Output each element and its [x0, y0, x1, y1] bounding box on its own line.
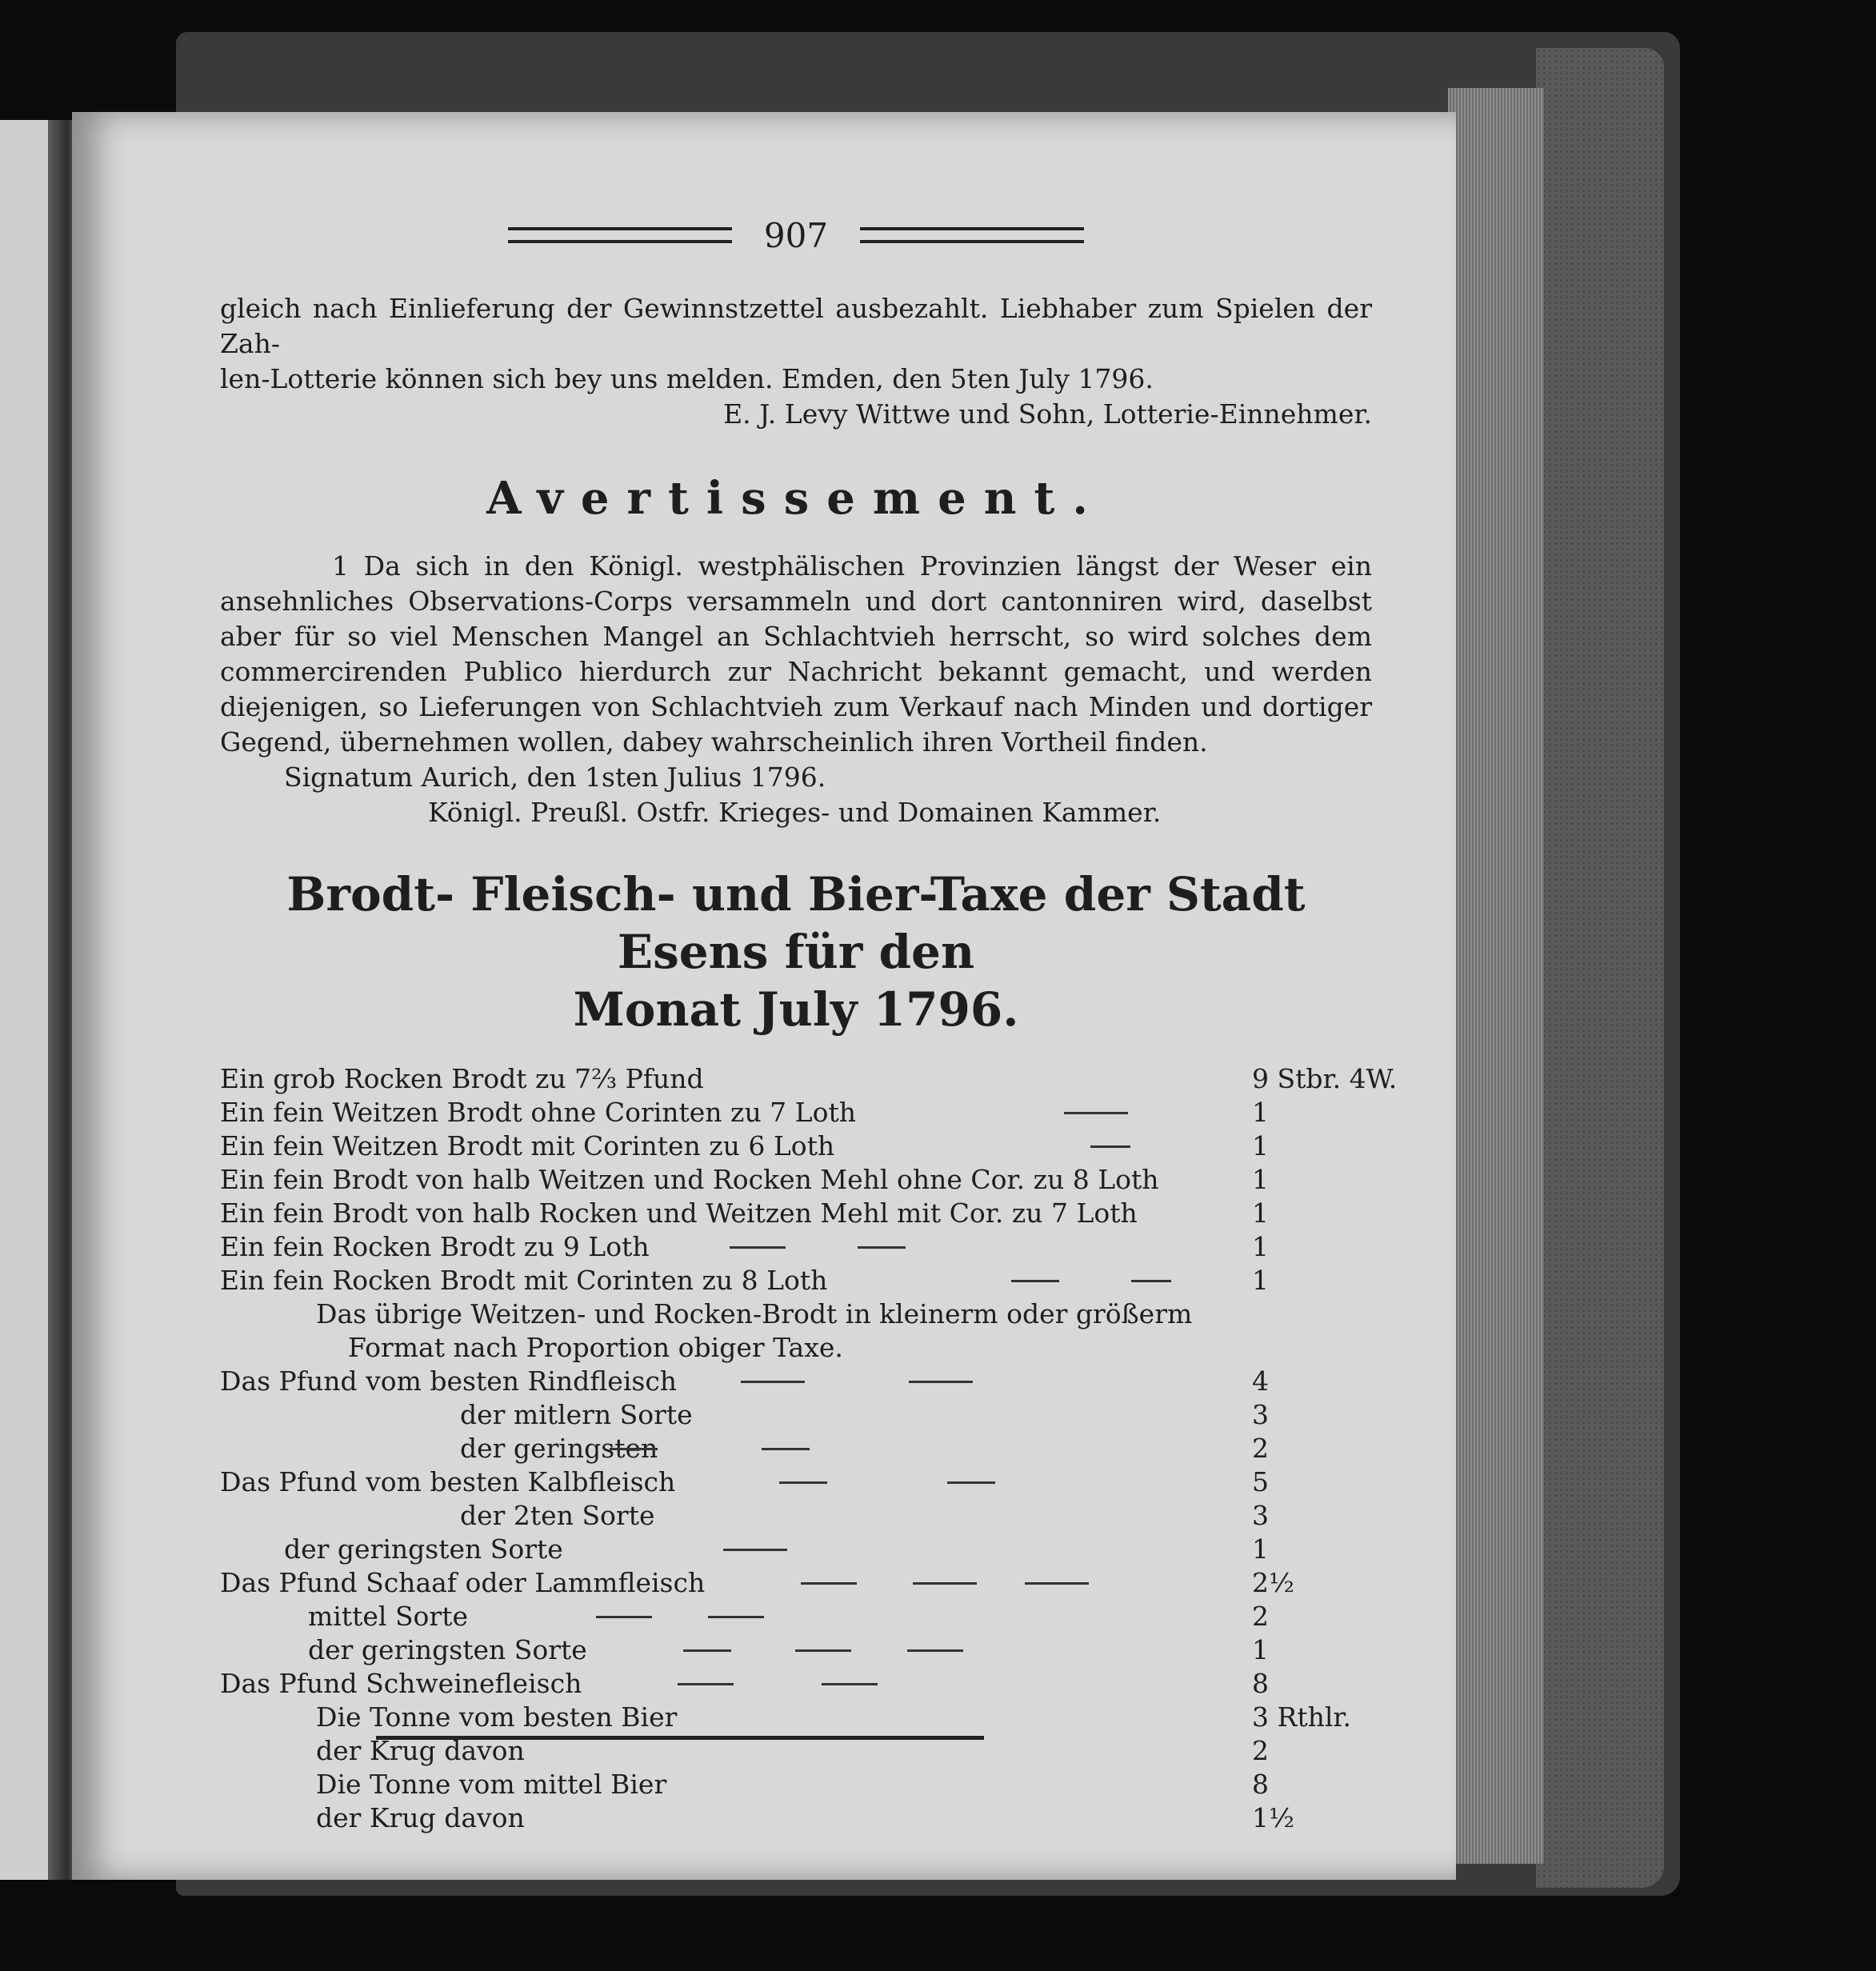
- tariff-row: [220, 1062, 1398, 1096]
- tariff-item-price: 5: [1252, 1466, 1269, 1497]
- tariff-item-label: Ein fein Brodt von halb Weitzen und Rocken Mehl ohne Cor. zu 8 Loth: [220, 1164, 1159, 1195]
- tariff-row: [220, 1331, 1372, 1365]
- tariff-item-label: der Krug davon: [316, 1735, 525, 1766]
- leader-dash: [678, 1683, 734, 1685]
- page-stack-edges: [1448, 88, 1544, 1864]
- tariff-item-price: 8: [1252, 1769, 1269, 1800]
- tariff-leader-dashes: [677, 1374, 1252, 1390]
- avertissement-body: 1 Da sich in den Königl. westphälischen Provinzien längst der Weser ein ansehnliches Observations-Corps versammeln und dort cantonniren wird, daselbst aber für so viel Menschen Mangel an Schlachtvieh herrscht, so wird solches dem commercirenden Publico hierdurch zur Nachricht bekannt gemacht, und werden diejenigen, so Lieferungen von Schlachtvieh zum Verkauf nach Minden und dortiger Gegend, übernehmen wollen, dabey wahrscheinlich ihren Vortheil finden.: [220, 550, 1372, 758]
- tariff-row: [220, 1398, 1372, 1432]
- page-number: 907: [763, 215, 829, 255]
- tariff-item-price: 1½: [1252, 1802, 1294, 1833]
- tariff-row: [220, 1768, 1372, 1801]
- tariff-row: [220, 1432, 1372, 1465]
- leader-dash: [683, 1649, 731, 1652]
- tariff-leader-dashes: [1138, 1206, 1252, 1222]
- tariff-item-price: 1: [1252, 1197, 1269, 1229]
- tariff-row: [220, 1365, 1372, 1398]
- tariff-item-price: 3: [1252, 1500, 1269, 1531]
- tariff-item-label: Das Pfund Schaaf oder Lammfleisch: [220, 1567, 706, 1598]
- running-head: [220, 211, 1372, 259]
- leader-dash: [801, 1582, 857, 1585]
- tariff-item-price: 1: [1252, 1097, 1269, 1128]
- tariff-item-label: Ein fein Weitzen Brodt mit Corinten zu 6 Loth: [220, 1130, 835, 1161]
- continuation-text: [220, 291, 1372, 397]
- leader-dash: [947, 1481, 995, 1484]
- tariff-leader-dashes: [827, 1273, 1252, 1289]
- tariff-row: [220, 1499, 1372, 1533]
- tariff-item-label: Ein fein Rocken Brodt mit Corinten zu 8 Loth: [220, 1265, 828, 1296]
- page-content: [220, 211, 1398, 1835]
- tariff-item-price: 2: [1252, 1433, 1269, 1464]
- leader-dash: [1090, 1145, 1130, 1148]
- leader-dash: [723, 1549, 787, 1551]
- tariff-item-price: 1: [1252, 1164, 1269, 1195]
- tariff-leader-dashes: [582, 1677, 1252, 1693]
- book-cover-edge: [1536, 48, 1664, 1888]
- tariff-item-label: der 2ten Sorte: [460, 1500, 655, 1531]
- tariff-item-price: 1: [1252, 1634, 1269, 1665]
- tariff-item-price: 1: [1252, 1231, 1269, 1262]
- tariff-item-price: 4: [1252, 1365, 1269, 1397]
- tariff-title-line: Brodt- Fleisch- und Bier-Taxe der Stadt Esens für den: [286, 867, 1306, 979]
- leader-dash: [708, 1616, 764, 1618]
- tariff-leader-dashes: [834, 1139, 1252, 1155]
- leader-dash: [730, 1246, 786, 1249]
- tariff-row: [220, 1297, 1372, 1331]
- tariff-row: [220, 1566, 1372, 1600]
- tariff-leader-dashes: [655, 1509, 1253, 1525]
- leader-dash: [795, 1649, 851, 1652]
- tariff-item-label: der geringsten Sorte: [284, 1533, 563, 1565]
- leader-dash: [1064, 1112, 1128, 1114]
- tariff-leader-dashes: [525, 1811, 1252, 1827]
- leader-dash: [610, 1448, 658, 1450]
- leader-dash: [1131, 1280, 1171, 1282]
- tariff-row: [220, 1163, 1372, 1197]
- tariff-item-label: Ein fein Weitzen Brodt ohne Corinten zu 7 Loth: [220, 1097, 856, 1128]
- tariff-item-label: Die Tonne vom besten Bier: [316, 1701, 678, 1733]
- tariff-item-label: Das Pfund vom besten Rindfleisch: [220, 1365, 678, 1397]
- tariff-item-price: 1: [1252, 1265, 1269, 1296]
- leader-dash: [741, 1381, 805, 1383]
- tariff-item-price: 1: [1252, 1533, 1269, 1565]
- leader-dash: [913, 1582, 977, 1585]
- tariff-item-price: 8: [1252, 1668, 1269, 1699]
- tariff-item-price: 2½: [1252, 1567, 1294, 1598]
- tariff-row: [220, 1701, 1372, 1734]
- leader-dash: [762, 1448, 810, 1450]
- tariff-leader-dashes: [563, 1542, 1252, 1558]
- head-rule-left: [508, 227, 732, 243]
- avertissement-signatum: Signatum Aurich, den 1sten Julius 1796.: [284, 762, 826, 793]
- tariff-row: [220, 1667, 1372, 1701]
- tariff-item-price: 1: [1252, 1130, 1269, 1161]
- tariff-item-label: Das übrige Weitzen- und Rocken-Brodt in kleinerm oder größerm: [316, 1298, 1193, 1329]
- tariff-row: [220, 1264, 1372, 1297]
- tariff-title-line: Monat July 1796.: [573, 982, 1019, 1037]
- page-end-rule: [376, 1736, 984, 1740]
- leader-dash: [779, 1481, 827, 1484]
- continuation-signature: E. J. Levy Wittwe und Sohn, Lotterie-Einnehmer.: [723, 398, 1372, 430]
- tariff-leader-dashes: [856, 1105, 1252, 1121]
- tariff-title: [220, 866, 1372, 1038]
- tariff-item-price: 2: [1252, 1601, 1269, 1632]
- tariff-leader-dashes: [705, 1576, 1252, 1592]
- tariff-leader-dashes: [693, 1408, 1252, 1424]
- tariff-leader-dashes: [666, 1777, 1252, 1793]
- tariff-row: [220, 1096, 1372, 1129]
- tariff-leader-dashes: [677, 1710, 1252, 1726]
- tariff-row: [220, 1230, 1372, 1264]
- tariff-item-label: Die Tonne vom mittel Bier: [316, 1769, 667, 1800]
- tariff-item-price: 2: [1252, 1735, 1269, 1766]
- tariff-item-label: Format nach Proportion obiger Taxe.: [348, 1332, 843, 1363]
- tariff-item-label: der Krug davon: [316, 1802, 525, 1833]
- tariff-leader-dashes: [1192, 1307, 1252, 1323]
- tariff-item-label: Das Pfund vom besten Kalbfleisch: [220, 1466, 676, 1497]
- leader-dash: [596, 1616, 652, 1618]
- leader-dash: [822, 1683, 878, 1685]
- tariff-row: [220, 1600, 1372, 1633]
- leader-dash: [909, 1381, 973, 1383]
- tariff-item-label: Ein grob Rocken Brodt zu 7⅔ Pfund: [220, 1063, 704, 1094]
- tariff-row: [220, 1129, 1372, 1163]
- leader-dash: [1025, 1582, 1089, 1585]
- tariff-table: [220, 1062, 1398, 1835]
- tariff-leader-dashes: [525, 1744, 1252, 1760]
- continuation-line: len-Lotterie können sich bey uns melden. Emden, den 5ten July 1796.: [220, 363, 1154, 394]
- leader-dash: [858, 1246, 906, 1249]
- tariff-item-label: der geringsten Sorte: [308, 1634, 587, 1665]
- tariff-leader-dashes: [658, 1441, 1252, 1457]
- tariff-leader-dashes: [704, 1072, 1252, 1088]
- leader-dash: [907, 1649, 963, 1652]
- book-page: [72, 112, 1456, 1880]
- tariff-row: [220, 1465, 1372, 1499]
- leader-dash: [1011, 1280, 1059, 1282]
- tariff-item-label: der mitlern Sorte: [460, 1399, 693, 1430]
- tariff-item-price: 3: [1252, 1399, 1269, 1430]
- tariff-leader-dashes: [587, 1643, 1252, 1659]
- tariff-leader-dashes: [1159, 1173, 1252, 1189]
- tariff-leader-dashes: [650, 1240, 1252, 1256]
- tariff-item-price: 9 Stbr. 4W.: [1252, 1063, 1398, 1094]
- avertissement-authority: Königl. Preußl. Ostfr. Krieges- und Domainen Kammer.: [428, 797, 1162, 828]
- tariff-leader-dashes: [843, 1341, 1252, 1357]
- tariff-item-price: 3 Rthlr.: [1252, 1701, 1352, 1733]
- tariff-item-label: mittel Sorte: [308, 1601, 468, 1632]
- head-rule-right: [860, 227, 1084, 243]
- tariff-leader-dashes: [675, 1475, 1252, 1491]
- tariff-item-label: Das Pfund Schweinefleisch: [220, 1668, 582, 1699]
- tariff-row: [220, 1633, 1372, 1667]
- tariff-item-label: der geringsten: [460, 1433, 658, 1464]
- tariff-row: [220, 1533, 1372, 1566]
- tariff-leader-dashes: [468, 1609, 1252, 1625]
- avertissement-heading: Avertissement.: [486, 472, 1106, 525]
- tariff-row: [220, 1197, 1372, 1230]
- tariff-item-label: Ein fein Brodt von halb Rocken und Weitzen Mehl mit Cor. zu 7 Loth: [220, 1197, 1138, 1229]
- continuation-line: gleich nach Einlieferung der Gewinnstzettel ausbezahlt. Liebhaber zum Spielen der Zah-: [220, 293, 1372, 359]
- tariff-item-label: Ein fein Rocken Brodt zu 9 Loth: [220, 1231, 650, 1262]
- tariff-row: [220, 1801, 1372, 1835]
